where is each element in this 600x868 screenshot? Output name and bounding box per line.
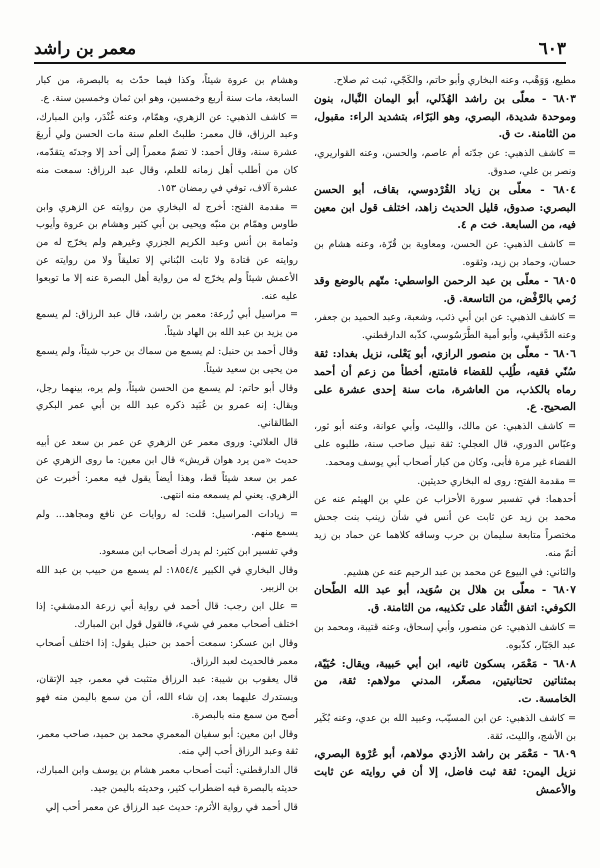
paragraph: = مراسيل أبي زُرعة: معمر بن راشد، قال عبد الرزاق: لم يسمع من يزيد بن عبد الله بن الهاد شيئاً. xyxy=(36,309,298,339)
page-header xyxy=(34,30,566,64)
paragraph: = كاشف الذهبي: عن ابن المسيّب، وعبيد الله بن عدي، وعنه بُكَير بن الأشج، والليث، ثقة. xyxy=(314,712,576,742)
paragraph: مطيع، وَوَهْب، وعنه البخاري وأبو حاتم، والكَجّي، ثبت ثم صلاح. xyxy=(333,75,576,86)
narrator-entry: ٦٨٠٨ - مَعْمَر، بسكون ثانيه، ابن أبي حَبيبة، ويقال: حُيَيّة، بمثناتين تحتانيتين، مصغّر، المدني مولاهم: ثقة، من الخامسة. ت. xyxy=(314,657,576,706)
paragraph: = كاشف الذهبي: عن الحسن، ومعاوية بن قُرّة، وعنه هشام بن حسان، وحماد بن زيد، وثقوه. xyxy=(314,239,576,268)
paragraph: وقال أحمد بن حنبل: لم يسمع من سماك بن حرب شيئاً، ولم يسمع من يحيى بن سعيد شيئاً. xyxy=(36,345,298,375)
paragraph: = مقدمة الفتح: أخرج له البخاري من روايته عن الزهري وابن طاوس وهمّام بن منبّه ويحيى بن أبي كثير وهشام بن عروة وأيوب وثمامة بن أنس وعبد الكريم الجزري وغيرهم ولم يخرّج له من روايته عن قتادة ولا ثابت البُناني إلا تعليقاً ولا من روايته عن الأعمش شيئاً ولم يخرّج له من رواية أهل البصرة عنه إلا ما توبعوا عليه عنه. xyxy=(36,201,298,302)
paragraph: أحدهما: في تفسير سورة الأحزاب عن علي بن الهيثم عنه عن محمد بن زيد عن ثابت عن أنس في شأن زينب بنت جحش مختصراً متابعة سليمان بن حرب وساقه كلاهما عن حماد بن زيد أتمّ منه. xyxy=(314,494,576,559)
right-column xyxy=(314,72,576,850)
narrator-entry: ٦٨٠٤ - معلّى بن زياد القُرْدوسي، بقاف، أبو الحسن البصري: صدوق، قليل الحديث زاهد، اختلف قول ابن معين فيه، من السابعة. خت م ٤. xyxy=(314,183,576,232)
paragraph: وقال البخاري في الكبير ١٨٥٤/٤: لم يسمع من حبيب بن عبد الله بن الزبير. xyxy=(36,564,298,594)
narrator-entry: ٦٨٠٣ - معلّى بن راشد الهُذَلي، أبو اليمان النَّبال، بنون وموحدة شديدة، البصري، وهو البَرّاء، بتشديد الراء: مقبول، من الثامنة. ت ق. xyxy=(314,92,576,141)
paragraph: وقال ابن معين: أبو سفيان المعمري محمد بن حميد، صاحب معمر، ثقة وعبد الرزاق أحب إلي منه. xyxy=(36,728,298,758)
paragraph: = كاشف الذهبي: عن منصور، وأبي إسحاق، وعنه قتيبة، ومحمد بن عبد الجَبّار، كذّبوه. xyxy=(314,621,576,651)
paragraph: = كاشف الذهبي: عن ابن أبي ذئب، وشعبة، وعبد الحميد بن جعفر، وعنه الدَّقيقي، وأبو أمية الطَّرَسُوسي، كذّبه الدارقطني. xyxy=(314,312,576,342)
paragraph: = زيادات المراسيل: قلت: له روايات عن نافع ومجاهد... ولم يسمع منهم. xyxy=(36,509,298,538)
narrator-entry: ٦٨٠٥ - معلّى بن عبد الرحمن الواسطي: متّهم بالوضع وقد رُمي بالرَّفْض، من التاسعة. ق. xyxy=(314,274,576,305)
paragraph: والثاني: في البيوع عن محمد بن عبد الرحيم عنه عن هشيم. xyxy=(343,566,576,578)
narrator-entry: ٦٨٠٧ - معلّى بن هلال بن سُوَيد، أبو عبد الله الطّحان الكوفي: اتفق النُّقاد على تكذيبه، من الثامنة. ق. xyxy=(314,584,576,615)
paragraph: قال العلائي: وروى معمر عن الزهري عن عمر بن سعد عن أبيه حديث «من يرد هوان قريش» قال ابن معين: ما روى الزهري عن عمر بن سعد شيئاً قط، وهذا أيضاً يقول فيه معمر: أخبرت عن الزهري. يعني لم يسمعه منه انتهى. xyxy=(36,436,298,502)
narrator-entry: ٦٨٠٩ - مَعْمَر بن راشد الأزدي مولاهم، أبو عُرْوة البصري، نزيل اليمن: ثقة ثبت فاضل، إلا أن في روايته عن ثابت والأعمش xyxy=(314,748,576,797)
paragraph: قال يعقوب بن شيبة: عبد الرزاق متثبت في معمر، جيد الإتقان، ويستدرك عليهما بعد، إن شاء الله، أن من سمع باليمن منه فهو أصح من سمع منه بالبصرة. xyxy=(36,674,298,721)
paragraph: وهشام بن عروة شيئاً، وكذا فيما حدّث به بالبصرة، من كبار السابعة، مات سنة أربع وخمسين، وهو ابن ثمان وخمسين سنة. ع. xyxy=(36,75,298,104)
paragraph: وفي تفسير ابن كثير: لم يدرك أصحاب ابن مسعود. xyxy=(98,545,298,557)
paragraph: = كاشف الذهبي: عن جدّته أم عاصم، والحسن، وعنه القواريري، ونصر بن علي، صدوق. xyxy=(314,148,576,177)
paragraph: وقال أبو حاتم: لم يسمع من الحسن شيئاً، ولم يره، بينهما رجل، ويقال: إنه عمرو بن عُبَيد ذكره عبد الله بن أبي عمر البكري الطالقاني. xyxy=(36,382,298,430)
page-number: ٦٠٣ xyxy=(538,39,566,59)
paragraph: وقال ابن عسكر: سمعت أحمد بن حنبل يقول: إذا اختلف أصحاب معمر فالحديث لعبد الرزاق. xyxy=(36,637,298,667)
paragraph: = مقدمة الفتح: روى له البخاري حديثين. xyxy=(417,475,576,487)
paragraph: = علل ابن رجب: قال أحمد في رواية أبي زرعة الدمشقي: إذا اختلف أصحاب معمر في شيء، فالقول قول ابن المبارك. xyxy=(36,601,298,630)
paragraph: قال الدارقطني: أثبت أصحاب معمر هشام بن يوسف وابن المبارك، حديثه بالبصرة فيه اضطراب كثير، وحديثه باليمن جيد. xyxy=(36,765,298,795)
left-column xyxy=(36,72,298,850)
paragraph: = كاشف الذهبي: عن مالك، والليث، وأبي عوانة، وعنه أبو ثور، وعبّاس الدوري، قال العجلي: ثقة نبيل صاحب سنة، طلبوه على القضاء غير مرة فأبى، وكان من كبار أصحاب أبي يوسف ومحمد. xyxy=(314,421,576,468)
narrator-entry: ٦٨٠٦ - معلّى بن منصور الرازي، أبو يَعْلى، نزيل بغداد: ثقة سُنّي فقيه، طُلِب للقضاء فامتنع، أخطأ من زعم أن أحمد رماه بالكذب، من العاشرة، مات سنة إحدى عشرة على الصحيح. ع. xyxy=(314,347,576,414)
paragraph: = كاشف الذهبي: عن الزهري، وهمّام، وعنه غُنْدَر، وابن المبارك، وعبد الرزاق، قال معمر: طلبتُ العلم سنة مات الحسن ولي أربعَ عشرة سنة، وقال أحمد: لا تضمّ معمراً إلى أحد إلا وجدتَه يتقدّمه، كان من أطلب أهل زمانه للعلم، وقال عبد الرزاق: سمعت منه عشرة آلاف، توفي في رمضان ١٥٣. xyxy=(36,111,298,194)
running-title: معمر بن راشد xyxy=(34,39,137,59)
paragraph: قال أحمد في رواية الأثرم: حديث عبد الرزاق عن معمر أحب إلي xyxy=(45,801,298,813)
